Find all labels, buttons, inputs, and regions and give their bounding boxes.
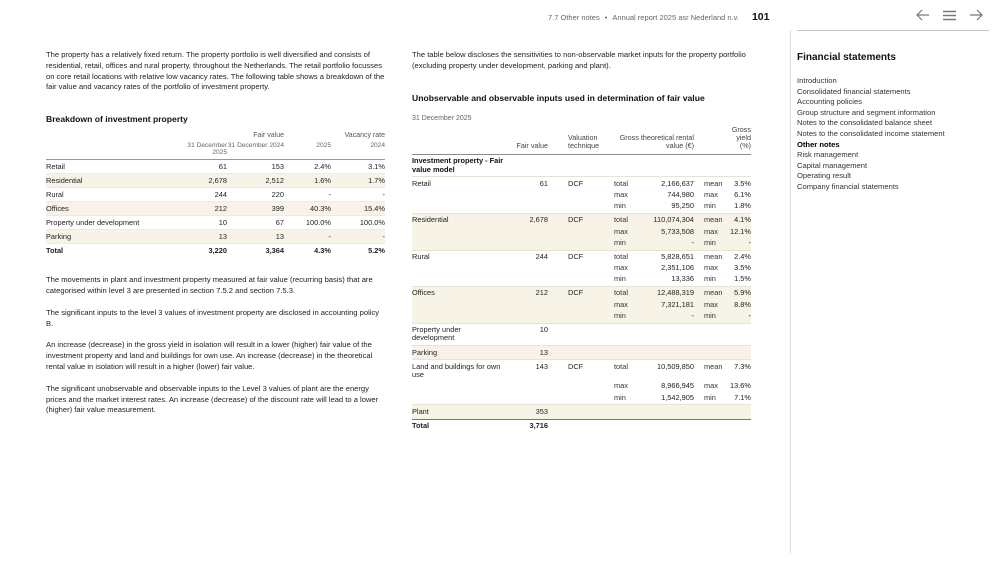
section-label: Investment property - Fair value model [412, 156, 504, 174]
cell: DCF [568, 288, 584, 298]
row-label: Retail [46, 162, 65, 172]
col-fair-value: Fair value [516, 141, 548, 151]
sidebar-item-introduction[interactable]: Introduction [797, 76, 837, 85]
cell: 7,321,181 [661, 299, 694, 309]
cell: 61 [218, 162, 227, 172]
cell: DCF [568, 178, 584, 188]
cell: 2,166,637 [661, 178, 694, 188]
cell: 67 [275, 218, 284, 228]
sidebar-item-operating-result[interactable]: Operating result [797, 171, 852, 181]
stat-label: total [614, 178, 628, 188]
table-row-parking [46, 229, 385, 243]
table2-section-header [412, 155, 751, 177]
sidebar-divider [790, 30, 791, 553]
row-label: Retail [412, 178, 431, 188]
table1-title: Breakdown of investment property [46, 114, 188, 125]
cell: 15.4% [364, 204, 385, 214]
stat-label: mean [704, 178, 723, 188]
row-label: Property under development [412, 325, 461, 343]
cell: 2,678 [529, 215, 548, 225]
row-label: Total [412, 420, 430, 430]
stat-label: max [614, 226, 628, 236]
topbar [548, 11, 769, 23]
increase-decrease-paragraph: An increase (decrease) in the gross yield in isolation will result in a lower (higher) fair value of the investment property and land and buildings for own use. An increase (decrease) in the theoretical rental value in isolation will result in a higher (lower) fair value. [46, 340, 373, 371]
cell: 10,509,850 [657, 361, 694, 371]
col-31-dec-2024: 31 December 2024 [227, 142, 284, 150]
cell: - [328, 190, 331, 200]
cell: 13.6% [730, 381, 751, 391]
cell: 13 [218, 232, 227, 242]
row-label: Property under development [46, 218, 140, 228]
cell: 1,542,905 [661, 392, 694, 402]
right-column [412, 50, 751, 433]
row-label: Offices [46, 204, 69, 214]
stat-label: max [614, 299, 628, 309]
group-vacancy-rate: Vacancy rate [344, 132, 385, 140]
stat-label: max [704, 263, 718, 273]
movements-paragraph: The movements in plant and investment property measured at fair value (recurring basis) that are categorised within level 3 are presented in section 7.5.2 and section 7.5.3. [46, 275, 373, 295]
next-page-icon[interactable] [969, 9, 983, 21]
table-row-plant [412, 404, 751, 418]
previous-page-icon[interactable] [916, 9, 930, 21]
stat-label: min [704, 237, 716, 247]
cell: 212 [214, 204, 227, 214]
cell: 153 [271, 162, 284, 172]
cell: 4.3% [314, 246, 331, 256]
cell: 40.3% [310, 204, 331, 214]
stat-label: min [704, 392, 716, 402]
cell: 353 [535, 406, 548, 416]
col-gross-yield: Gross yield (%) [731, 124, 751, 151]
stat-label: mean [704, 251, 723, 261]
cell: 10 [539, 325, 548, 335]
cell: - [691, 237, 694, 247]
row-label: Rural [412, 251, 430, 261]
stat-label: max [704, 299, 718, 309]
cell: 3.1% [368, 162, 385, 172]
cell: 12,488,319 [657, 288, 694, 298]
table-row-residential [412, 213, 751, 250]
sidebar-item-consolidated-financial-statements[interactable]: Consolidated financial statements [797, 86, 911, 96]
cell: 2,678 [208, 176, 227, 186]
cell: - [382, 190, 385, 200]
table2-title: Unobservable and observable inputs used in determination of fair value [412, 92, 705, 103]
stat-label: max [614, 189, 628, 199]
stat-label: total [614, 215, 628, 225]
cell: DCF [568, 215, 584, 225]
cell: 110,074,304 [653, 215, 694, 225]
stat-label: total [614, 288, 628, 298]
col-2025: 2025 [316, 142, 331, 150]
cell: 7.1% [734, 392, 751, 402]
table-row-land-and-buildings [412, 359, 751, 404]
cell: 2,351,106 [661, 263, 694, 273]
cell: 1.6% [314, 176, 331, 186]
stat-label: min [704, 274, 716, 284]
viewer-controls [916, 9, 983, 21]
cell: 100.0% [359, 218, 385, 228]
cell: 5.9% [734, 288, 751, 298]
cell: 5,828,651 [661, 251, 694, 261]
table-total-row [46, 243, 385, 257]
cell: 13 [275, 232, 284, 242]
cell: 212 [535, 288, 548, 298]
cell: DCF [568, 251, 584, 261]
left-column [46, 50, 385, 416]
col-2024: 2024 [370, 142, 385, 150]
row-label: Parking [412, 347, 438, 357]
table-total-row [412, 419, 751, 433]
cell: 5.2% [368, 246, 385, 256]
unobservable-inputs-table [412, 115, 751, 433]
stat-label: max [614, 263, 628, 273]
cell: 12.1% [730, 226, 751, 236]
sidebar-item-notes-income-statement[interactable]: Notes to the consolidated income statement [797, 128, 945, 138]
row-label: Parking [46, 232, 72, 242]
stat-label: total [614, 251, 628, 261]
stat-label: min [614, 237, 626, 247]
cell: 95,250 [671, 201, 694, 211]
stat-label: min [614, 201, 626, 211]
row-label: Land and buildings for own use [412, 361, 501, 380]
sidebar-item-accounting-policies[interactable]: Accounting policies [797, 97, 863, 107]
stat-label: mean [704, 288, 723, 298]
cell: 5,733,508 [661, 226, 694, 236]
table-row-residential [46, 173, 385, 187]
cell: 2,512 [265, 176, 284, 186]
table-row-retail [46, 160, 385, 173]
cell: - [691, 310, 694, 320]
significant-inputs-paragraph: The significant inputs to the level 3 values of investment property are disclosed in accounting policy B. [46, 307, 380, 328]
sidebar-item-other-notes[interactable]: Other notes [797, 139, 840, 149]
sidebar-item-capital-management[interactable]: Capital management [797, 160, 868, 170]
sidebar-financial-statements [797, 30, 989, 193]
cell: 2.4% [314, 162, 331, 172]
breadcrumb-section: 7.7 Other notes [548, 13, 600, 22]
cell: 100.0% [305, 218, 331, 228]
cell: 244 [214, 190, 227, 200]
intro-paragraph: The property has a relatively fixed return. The property portfolio is well diversified and consists of residential, retail, offices and rural property, throughout the Netherlands. The retail portfolio focusses on core retail locations with relative low vacancy rates. The following table shows a breakdown of the fair value and vacancy rates of the portfolio of investment property. [46, 50, 385, 92]
cell: 744,980 [667, 189, 694, 199]
table-row-property-under-development [412, 323, 751, 346]
row-label: Offices [412, 288, 435, 298]
row-label: Residential [412, 215, 449, 225]
cell: 8,966,945 [661, 381, 694, 391]
cell: 1.5% [734, 274, 751, 284]
cell: 10 [218, 218, 227, 228]
cell: 244 [535, 251, 548, 261]
stat-label: min [704, 201, 716, 211]
cell: 3,716 [529, 420, 548, 430]
table2-column-header [412, 126, 751, 155]
table1-group-header [46, 131, 385, 140]
stat-label: max [704, 226, 718, 236]
row-label: Rural [46, 190, 64, 200]
row-label: Plant [412, 406, 429, 416]
table-row-offices [412, 286, 751, 323]
cell: 1.7% [368, 176, 385, 186]
table-row-offices [46, 201, 385, 215]
stat-label: min [614, 310, 626, 320]
cell: - [382, 232, 385, 242]
stat-label: total [614, 361, 628, 371]
sidebar-item-group-structure[interactable]: Group structure and segment information [797, 107, 936, 117]
table-row-rural [412, 250, 751, 287]
cell: DCF [568, 361, 584, 371]
sidebar-item-company-financial-statements[interactable]: Company financial statements [797, 181, 899, 191]
stat-label: max [704, 381, 718, 391]
row-label: Residential [46, 176, 83, 186]
sidebar-item-notes-balance-sheet[interactable]: Notes to the consolidated balance sheet [797, 118, 933, 128]
sidebar-title: Financial statements [797, 52, 896, 63]
stat-label: max [704, 189, 718, 199]
sensitivities-paragraph: The table below discloses the sensitivities to non-observable market inputs for the property portfolio (excluding property under development, parking and plant). [412, 50, 746, 70]
page-number: 101 [751, 11, 770, 23]
cell: 13,336 [671, 274, 694, 284]
cell: 7.3% [734, 361, 751, 371]
col-valuation-technique: Valuation technique [568, 133, 600, 151]
report-title: Annual report 2025 asr Nederland n.v. [612, 13, 739, 22]
group-fair-value: Fair value [253, 132, 284, 140]
cell: 399 [271, 204, 284, 214]
stat-label: mean [704, 215, 723, 225]
cell: - [748, 310, 751, 320]
stat-label: mean [704, 361, 723, 371]
stat-label: min [614, 274, 626, 284]
cell: 143 [535, 361, 548, 371]
cell: 61 [539, 178, 548, 188]
stat-label: max [614, 381, 628, 391]
contents-menu-icon[interactable] [943, 10, 956, 21]
row-label: Total [46, 246, 64, 256]
cell: 3,220 [208, 246, 227, 256]
table1-column-header [46, 140, 385, 160]
unobservable-inputs-paragraph: The significant unobservable and observable inputs to the Level 3 values of plant are the energy prices and the market interest rates. An increase (decrease) of the discount rate will lead to a lower (higher) fair value measurement. [46, 383, 379, 415]
breadcrumb-separator: • [604, 13, 608, 22]
cell: 3,364 [265, 246, 284, 256]
cell: - [748, 237, 751, 247]
table-row-property-under-development [46, 215, 385, 229]
stat-label: min [614, 392, 626, 402]
cell: 1.8% [734, 201, 751, 211]
cell: 2.4% [734, 251, 751, 261]
table-row-parking [412, 345, 751, 359]
stat-label: min [704, 310, 716, 320]
col-31-dec-2025: 31 December 2025 [187, 142, 227, 157]
cell: 6.1% [734, 189, 751, 199]
table2-date-header: 31 December 2025 [412, 114, 472, 122]
cell: 13 [539, 347, 548, 357]
sidebar-item-risk-management[interactable]: Risk management [797, 150, 859, 160]
cell: 3.5% [734, 178, 751, 188]
breakdown-table [46, 131, 385, 257]
col-gross-theoretical-rental-value: Gross theoretical rental value (€) [619, 133, 694, 151]
cell: 3.5% [734, 263, 751, 273]
table-row-retail [412, 176, 751, 213]
cell: - [328, 232, 331, 242]
table-row-rural [46, 187, 385, 201]
cell: 8.8% [734, 299, 751, 309]
cell: 4.1% [734, 215, 751, 225]
cell: 220 [271, 190, 284, 200]
